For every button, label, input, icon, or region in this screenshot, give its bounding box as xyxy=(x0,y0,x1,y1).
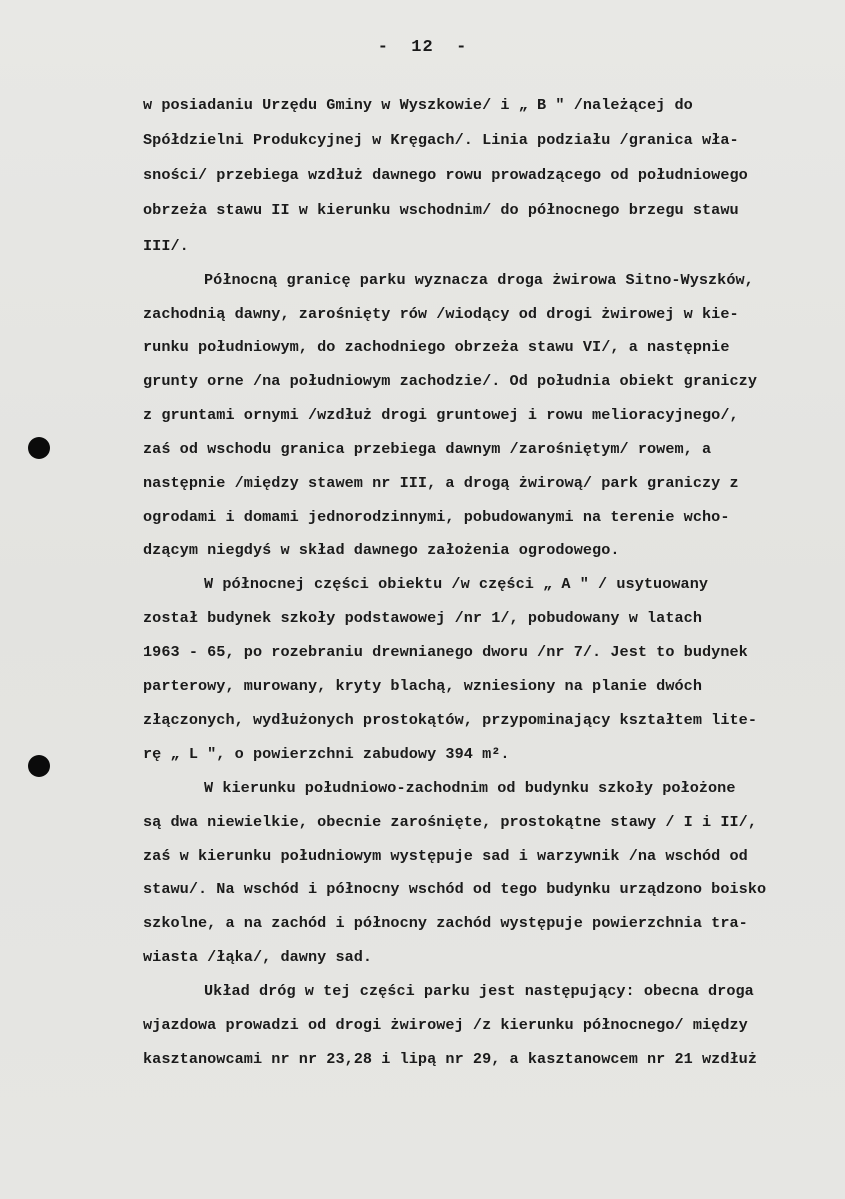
text-line: wjazdowa prowadzi od drogi żwirowej /z kierunku północnego/ między xyxy=(143,1016,748,1034)
text-line: zaś od wschodu granica przebiega dawnym /zarośniętym/ rowem, a xyxy=(143,440,712,458)
text-line: ogrodami i domami jednorodzinnymi, pobudowanymi na terenie wcho- xyxy=(143,508,730,526)
text-line: 1963 - 65, po rozebraniu drewnianego dworu /nr 7/. Jest to budynek xyxy=(143,643,748,661)
text-line: są dwa niewielkie, obecnie zarośnięte, prostokątne stawy / I i II/, xyxy=(143,813,757,831)
text-line: grunty orne /na południowym zachodzie/. Od południa obiekt graniczy xyxy=(143,372,757,390)
text-line: z gruntami ornymi /wzdłuż drogi gruntowej i rowu melioracyjnego/, xyxy=(143,406,739,424)
text-line: zaś w kierunku południowym występuje sad i warzywnik /na wschód od xyxy=(143,847,748,865)
text-line: stawu/. Na wschód i północny wschód od tego budynku urządzono boisko xyxy=(143,880,767,898)
punch-hole-lower xyxy=(28,755,50,777)
page-number: - 12 - xyxy=(377,38,468,57)
text-line: Spółdzielni Produkcyjnej w Kręgach/. Linia podziału /granica wła- xyxy=(143,131,739,149)
text-line: rę „ L ", o powierzchni zabudowy 394 m². xyxy=(143,745,510,763)
text-line: W kierunku południowo-zachodnim od budynku szkoły położone xyxy=(204,779,736,797)
text-line: szkolne, a na zachód i północny zachód występuje powierzchnia tra- xyxy=(143,914,748,932)
text-line: zachodnią dawny, zarośnięty rów /wiodący od drogi żwirowej w kie- xyxy=(143,305,739,323)
text-line: parterowy, murowany, kryty blachą, wzniesiony na planie dwóch xyxy=(143,677,703,695)
text-line: Północną granicę parku wyznacza droga żwirowa Sitno-Wyszków, xyxy=(204,271,754,289)
text-line: został budynek szkoły podstawowej /nr 1/, pobudowany w latach xyxy=(143,609,703,627)
text-line: runku południowym, do zachodniego obrzeża stawu VI/, a następnie xyxy=(143,338,730,356)
text-line: obrzeża stawu II w kierunku wschodnim/ do północnego brzegu stawu xyxy=(143,201,739,219)
text-line: złączonych, wydłużonych prostokątów, przypominający kształtem lite- xyxy=(143,711,757,729)
text-line: dzącym niegdyś w skład dawnego założenia ogrodowego. xyxy=(143,541,620,559)
text-line: następnie /między stawem nr III, a drogą żwirową/ park graniczy z xyxy=(143,474,739,492)
text-line: wiasta /łąka/, dawny sad. xyxy=(143,948,373,966)
text-line: Układ dróg w tej części parku jest następujący: obecna droga xyxy=(204,982,754,1000)
text-line: W północnej części obiektu /w części „ A " / usytuowany xyxy=(204,575,709,593)
text-line: w posiadaniu Urzędu Gminy w Wyszkowie/ i „ B " /należącej do xyxy=(143,96,693,114)
punch-hole-upper xyxy=(28,437,50,459)
text-line: sności/ przebiega wzdłuż dawnego rowu prowadzącego od południowego xyxy=(143,166,748,184)
text-line: kasztanowcami nr nr 23,28 i lipą nr 29, a kasztanowcem nr 21 wzdłuż xyxy=(143,1050,757,1068)
text-line: III/. xyxy=(143,237,189,255)
